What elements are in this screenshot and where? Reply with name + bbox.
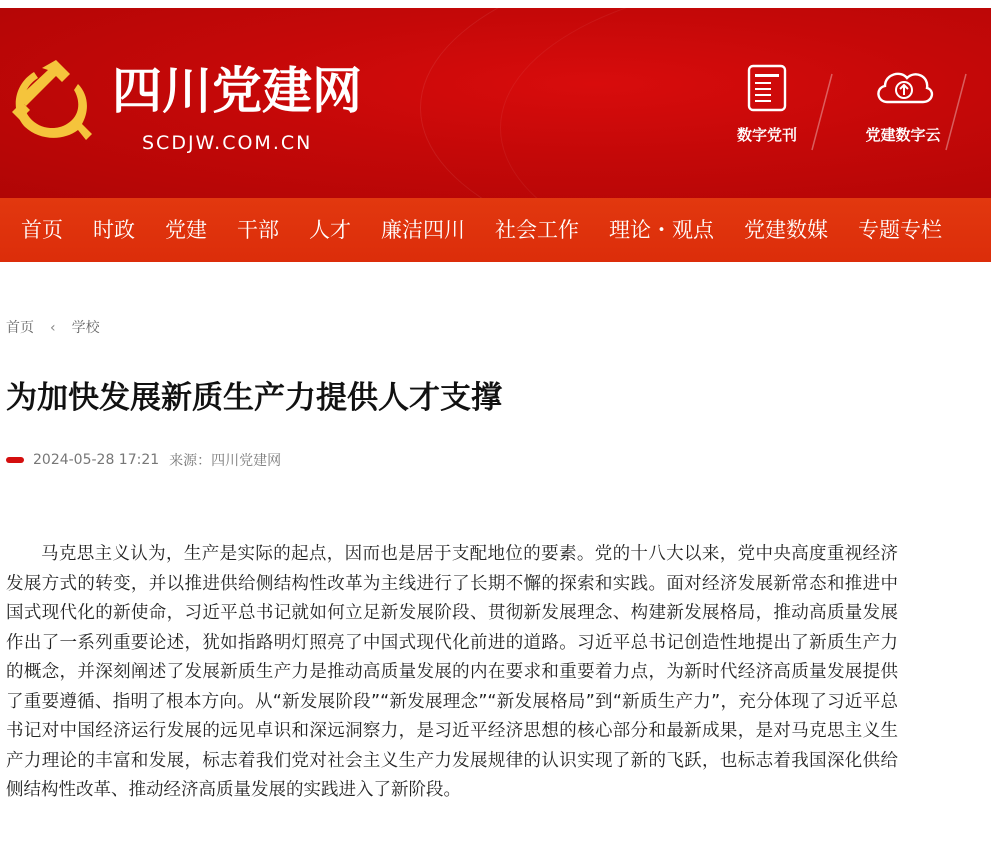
divider <box>810 72 834 152</box>
nav-item-social-work[interactable]: 社会工作 <box>495 218 579 242</box>
breadcrumb-current[interactable]: 学校 <box>71 320 100 336</box>
nav-item-talent[interactable]: 人才 <box>309 218 351 242</box>
nav-item-special-topics[interactable]: 专题专栏 <box>858 218 942 242</box>
site-domain: SCDJW.COM.CN <box>142 132 313 154</box>
quick-link-label: 党建数字云 <box>865 126 941 144</box>
cloud-upload-icon <box>871 62 935 114</box>
meta-marker <box>6 457 24 463</box>
article-source: 来源：四川党建网 <box>169 453 282 469</box>
nav-item-clean-sichuan[interactable]: 廉洁四川 <box>381 218 465 242</box>
divider <box>944 72 968 152</box>
breadcrumb-home[interactable]: 首页 <box>6 320 34 336</box>
nav-item-theory[interactable]: 理论・观点 <box>609 218 714 242</box>
breadcrumb-separator: ‹ <box>50 320 56 336</box>
article-meta <box>6 450 281 470</box>
digital-magazine-link[interactable] <box>712 62 822 145</box>
party-digital-cloud-link[interactable] <box>848 62 958 145</box>
hammer-sickle-icon <box>4 58 92 146</box>
site-header <box>0 8 991 198</box>
article-paragraph: 马克思主义认为，生产是实际的起点，因而也是居于支配地位的要素。党的十八大以来，党中央高度重视经济发展方式的转变，并以推进供给侧结构性改革为主线进行了长期不懈的探索和实践。面对经济发展新常态和推进中国式现代化的新使命，习近平总书记就如何立足新发展阶段、贯彻新发展理念、构建新发展格局，推动高质量发展作出了一系列重要论述，犹如指路明灯照亮了中国式现代化前进的道路。习近平总书记创造性地提出了新质生产力的概念，并深刻阐述了发展新质生产力是推动高质量发展的内在要求和重要着力点，为新时代经济高质量发展提供了重要遵循、指明了根本方向。从“新发展阶段”“新发展理念”“新发展格局”到“新质生产力”，充分体现了习近平总书记对中国经济运行发展的远见卓识和深远洞察力，是习近平经济思想的核心部分和最新成果，是对马克思主义生产力理论的丰富和发展，标志着我们党对社会主义生产力发展规律的认识实现了新的飞跃，也标志着我国深化供给侧结构性改革、推动经济高质量发展的实践进入了新阶段。 <box>6 544 898 800</box>
magazine-icon <box>745 62 789 114</box>
main-nav <box>0 198 991 262</box>
quick-link-label: 数字党刊 <box>736 126 797 144</box>
breadcrumb <box>6 317 100 337</box>
nav-item-media[interactable]: 党建数媒 <box>744 218 828 242</box>
nav-item-politics[interactable]: 时政 <box>93 218 135 242</box>
nav-item-party-building[interactable]: 党建 <box>165 218 207 242</box>
site-title[interactable]: 四川党建网 <box>112 62 362 120</box>
nav-item-home[interactable]: 首页 <box>21 218 63 242</box>
article-title: 为加快发展新质生产力提供人才支撑 <box>6 380 502 416</box>
nav-item-cadres[interactable]: 干部 <box>237 218 279 242</box>
article-datetime: 2024-05-28 17:21 <box>33 452 160 468</box>
